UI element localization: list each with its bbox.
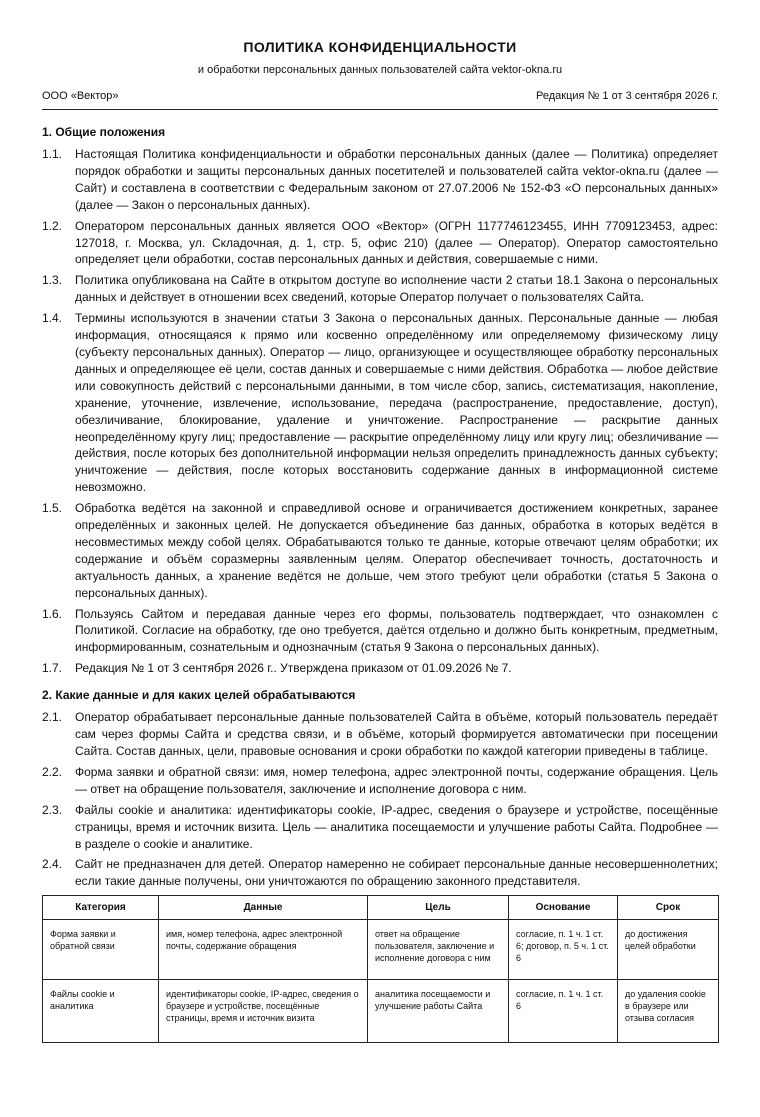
table-row bbox=[43, 980, 719, 1043]
table-cell: Форма заявки и обратной связи bbox=[43, 920, 159, 980]
table-cell: имя, номер телефона, адрес электронной почты, содержание обращения bbox=[159, 920, 368, 980]
list-item bbox=[42, 802, 718, 853]
list-item bbox=[42, 146, 718, 214]
item-number: 1.3. bbox=[42, 273, 63, 288]
column-header: Категория bbox=[43, 896, 159, 920]
section-2-items bbox=[42, 709, 718, 890]
item-number: 1.2. bbox=[42, 218, 63, 233]
item-text: Обработка ведётся на законной и справедливой основе и ограничивается достижением конкретных, заранее определённых и законных целей. Не допускается объединение баз данных, обработка в которых ведётся в несовместимых между собой целях. Обрабатываются только те данные, которые отвечают целям обработки; их содержание и объём соразмерны заявленным целям. Оператор обеспечивает точность, достаточность и актуальность данных, а хранение ведётся не дольше, чем этого требуют цели обработки (статья 5 Закона о персональных данных). bbox=[75, 501, 718, 600]
list-item bbox=[42, 764, 718, 798]
table-cell: до удаления cookie в браузере или отзыва согласия bbox=[618, 980, 719, 1043]
table-row bbox=[43, 920, 719, 980]
item-text: Файлы cookie и аналитика: идентификаторы cookie, IP-адрес, сведения о браузере и устройстве, посещённые страницы, время и источник визита. Цель — аналитика посещаемости и улучшение работы Сайта. Подробнее — в разделе о cookie и аналитике. bbox=[75, 802, 718, 851]
item-text: Пользуясь Сайтом и передавая данные через его формы, пользователь подтверждает, что ознакомлен с Политикой. Согласие на обработку, где оно требуется, даётся отдельно и должно быть конкретным, предметным, информированным, сознательным и однозначным (статья 9 Закона о персональных данных). bbox=[75, 606, 718, 655]
column-header: Срок bbox=[618, 896, 719, 920]
item-text: Термины используются в значении статьи 3 Закона о персональных данных. Персональные данные — любая информация, относящаяся к прямо или косвенно определённому или определяемому физическому лицу (субъекту персональных данных). Оператор — лицо, организующее и осуществляющее обработку персональных данных и определяющее её цели, состав данных и совершаемые с ними действия. Обработка — любое действие или совокупность действий с персональными данными, в том числе сбор, запись, систематизация, накопление, хранение, уточнение, извлечение, использование, передача (распространение, предоставление, доступ), обезличивание, блокирование, удаление и уничтожение. Распространение — раскрытие данных неопределённому кругу лиц; предоставление — раскрытие определённому лицу или кругу лиц; обезличивание — действия, после которых без дополнительной информации нельзя определить принадлежность данных субъекту; уничтожение — действия, после которых восстановить содержание данных в информационной системе невозможно. bbox=[75, 311, 718, 495]
item-text: Оператор обрабатывает персональные данные пользователей Сайта в объёме, который пользователь передаёт сам через формы Сайта и средства связи, и в объёме, который формируется автоматически при посещении Сайта. Состав данных, цели, правовые основания и сроки обработки по каждой категории приведены в таблице. bbox=[75, 710, 718, 758]
table-cell: ответ на обращение пользователя, заключение и исполнение договора с ним bbox=[368, 920, 509, 980]
item-number: 1.4. bbox=[42, 311, 63, 326]
item-number: 2.4. bbox=[42, 857, 63, 872]
document-subtitle: и обработки персональных данных пользователей сайта vektor-okna.ru bbox=[197, 64, 563, 76]
list-item bbox=[42, 606, 718, 657]
data-table bbox=[42, 895, 719, 1043]
item-number: 1.6. bbox=[42, 606, 63, 621]
section-2-title: 2. Какие данные и для каких целей обрабатываются bbox=[42, 688, 356, 703]
item-number: 2.3. bbox=[42, 802, 63, 817]
item-text: Форма заявки и обратной связи: имя, номер телефона, адрес электронной почты, содержание обращения. Цель — ответ на обращение пользователя, заключение и исполнение договора с ним. bbox=[75, 764, 718, 796]
item-number: 2.1. bbox=[42, 710, 63, 725]
list-item bbox=[42, 272, 718, 306]
item-number: 1.5. bbox=[42, 501, 63, 516]
table-header-row bbox=[43, 896, 719, 920]
company-name: ООО «Вектор» bbox=[42, 90, 119, 102]
document-title: ПОЛИТИКА КОНФИДЕНЦИАЛЬНОСТИ bbox=[243, 39, 517, 55]
column-header: Основание bbox=[509, 896, 618, 920]
column-header: Цель bbox=[368, 896, 509, 920]
table-cell: Файлы cookie и аналитика bbox=[43, 980, 159, 1043]
item-number: 1.1. bbox=[42, 147, 63, 161]
table-cell: идентификаторы cookie, IP-адрес, сведения о браузере и устройстве, посещённые страницы, время и источник визита bbox=[159, 980, 368, 1043]
section-1-title: 1. Общие положения bbox=[42, 125, 166, 139]
column-header: Данные bbox=[159, 896, 368, 920]
table-cell: согласие, п. 1 ч. 1 ст. 6 bbox=[509, 980, 618, 1043]
table-cell: аналитика посещаемости и улучшение работы Сайта bbox=[368, 980, 509, 1043]
edition-label: Редакция № 1 от 3 сентября 2026 г. bbox=[536, 90, 718, 102]
section-1-items bbox=[42, 146, 718, 677]
item-text: Настоящая Политика конфиденциальности и обработки персональных данных (далее — Политика) определяет порядок обработки и защиты персональных данных посетителей и пользователей сайта vektor-okna.ru (далее — Сайт) и составлена в соответствии с Федеральным законом от 27.07.2006 № 152-ФЗ «О персональных данных» (далее — Закон о персональных данных). bbox=[75, 147, 718, 212]
table-cell: до достижения целей обработки bbox=[618, 920, 719, 980]
list-item bbox=[42, 218, 718, 269]
document-meta bbox=[42, 89, 718, 110]
table-cell: согласие, п. 1 ч. 1 ст. 6; договор, п. 5 ч. 1 ст. 6 bbox=[509, 920, 618, 980]
list-item bbox=[42, 856, 718, 890]
item-text: Редакция № 1 от 3 сентября 2026 г.. Утверждена приказом от 01.09.2026 № 7. bbox=[75, 661, 512, 676]
list-item bbox=[42, 500, 718, 601]
item-number: 2.2. bbox=[42, 764, 63, 779]
list-item bbox=[42, 709, 718, 760]
item-text: Сайт не предназначен для детей. Оператор намеренно не собирает персональные данные несовершеннолетних; если такие данные получены, они уничтожаются по обращению законного представителя. bbox=[75, 857, 718, 889]
list-item bbox=[42, 310, 718, 496]
item-text: Оператором персональных данных является ООО «Вектор» (ОГРН 1177746123455, ИНН 7709123453, адрес: 127018, г. Москва, ул. Складочная, д. 1, стр. 5, офис 210) (далее — Оператор). Оператор самостоятельно определяет цели обработки, состав персональных данных и действия, совершаемые с ними. bbox=[75, 218, 718, 267]
list-item bbox=[42, 660, 718, 677]
item-text: Политика опубликована на Сайте в открытом доступе во исполнение части 2 статьи 18.1 Закона о персональных данных и действует в отношении всех сведений, которые Оператор получает о пользователях Сайта. bbox=[75, 273, 718, 305]
item-number: 1.7. bbox=[42, 661, 63, 676]
